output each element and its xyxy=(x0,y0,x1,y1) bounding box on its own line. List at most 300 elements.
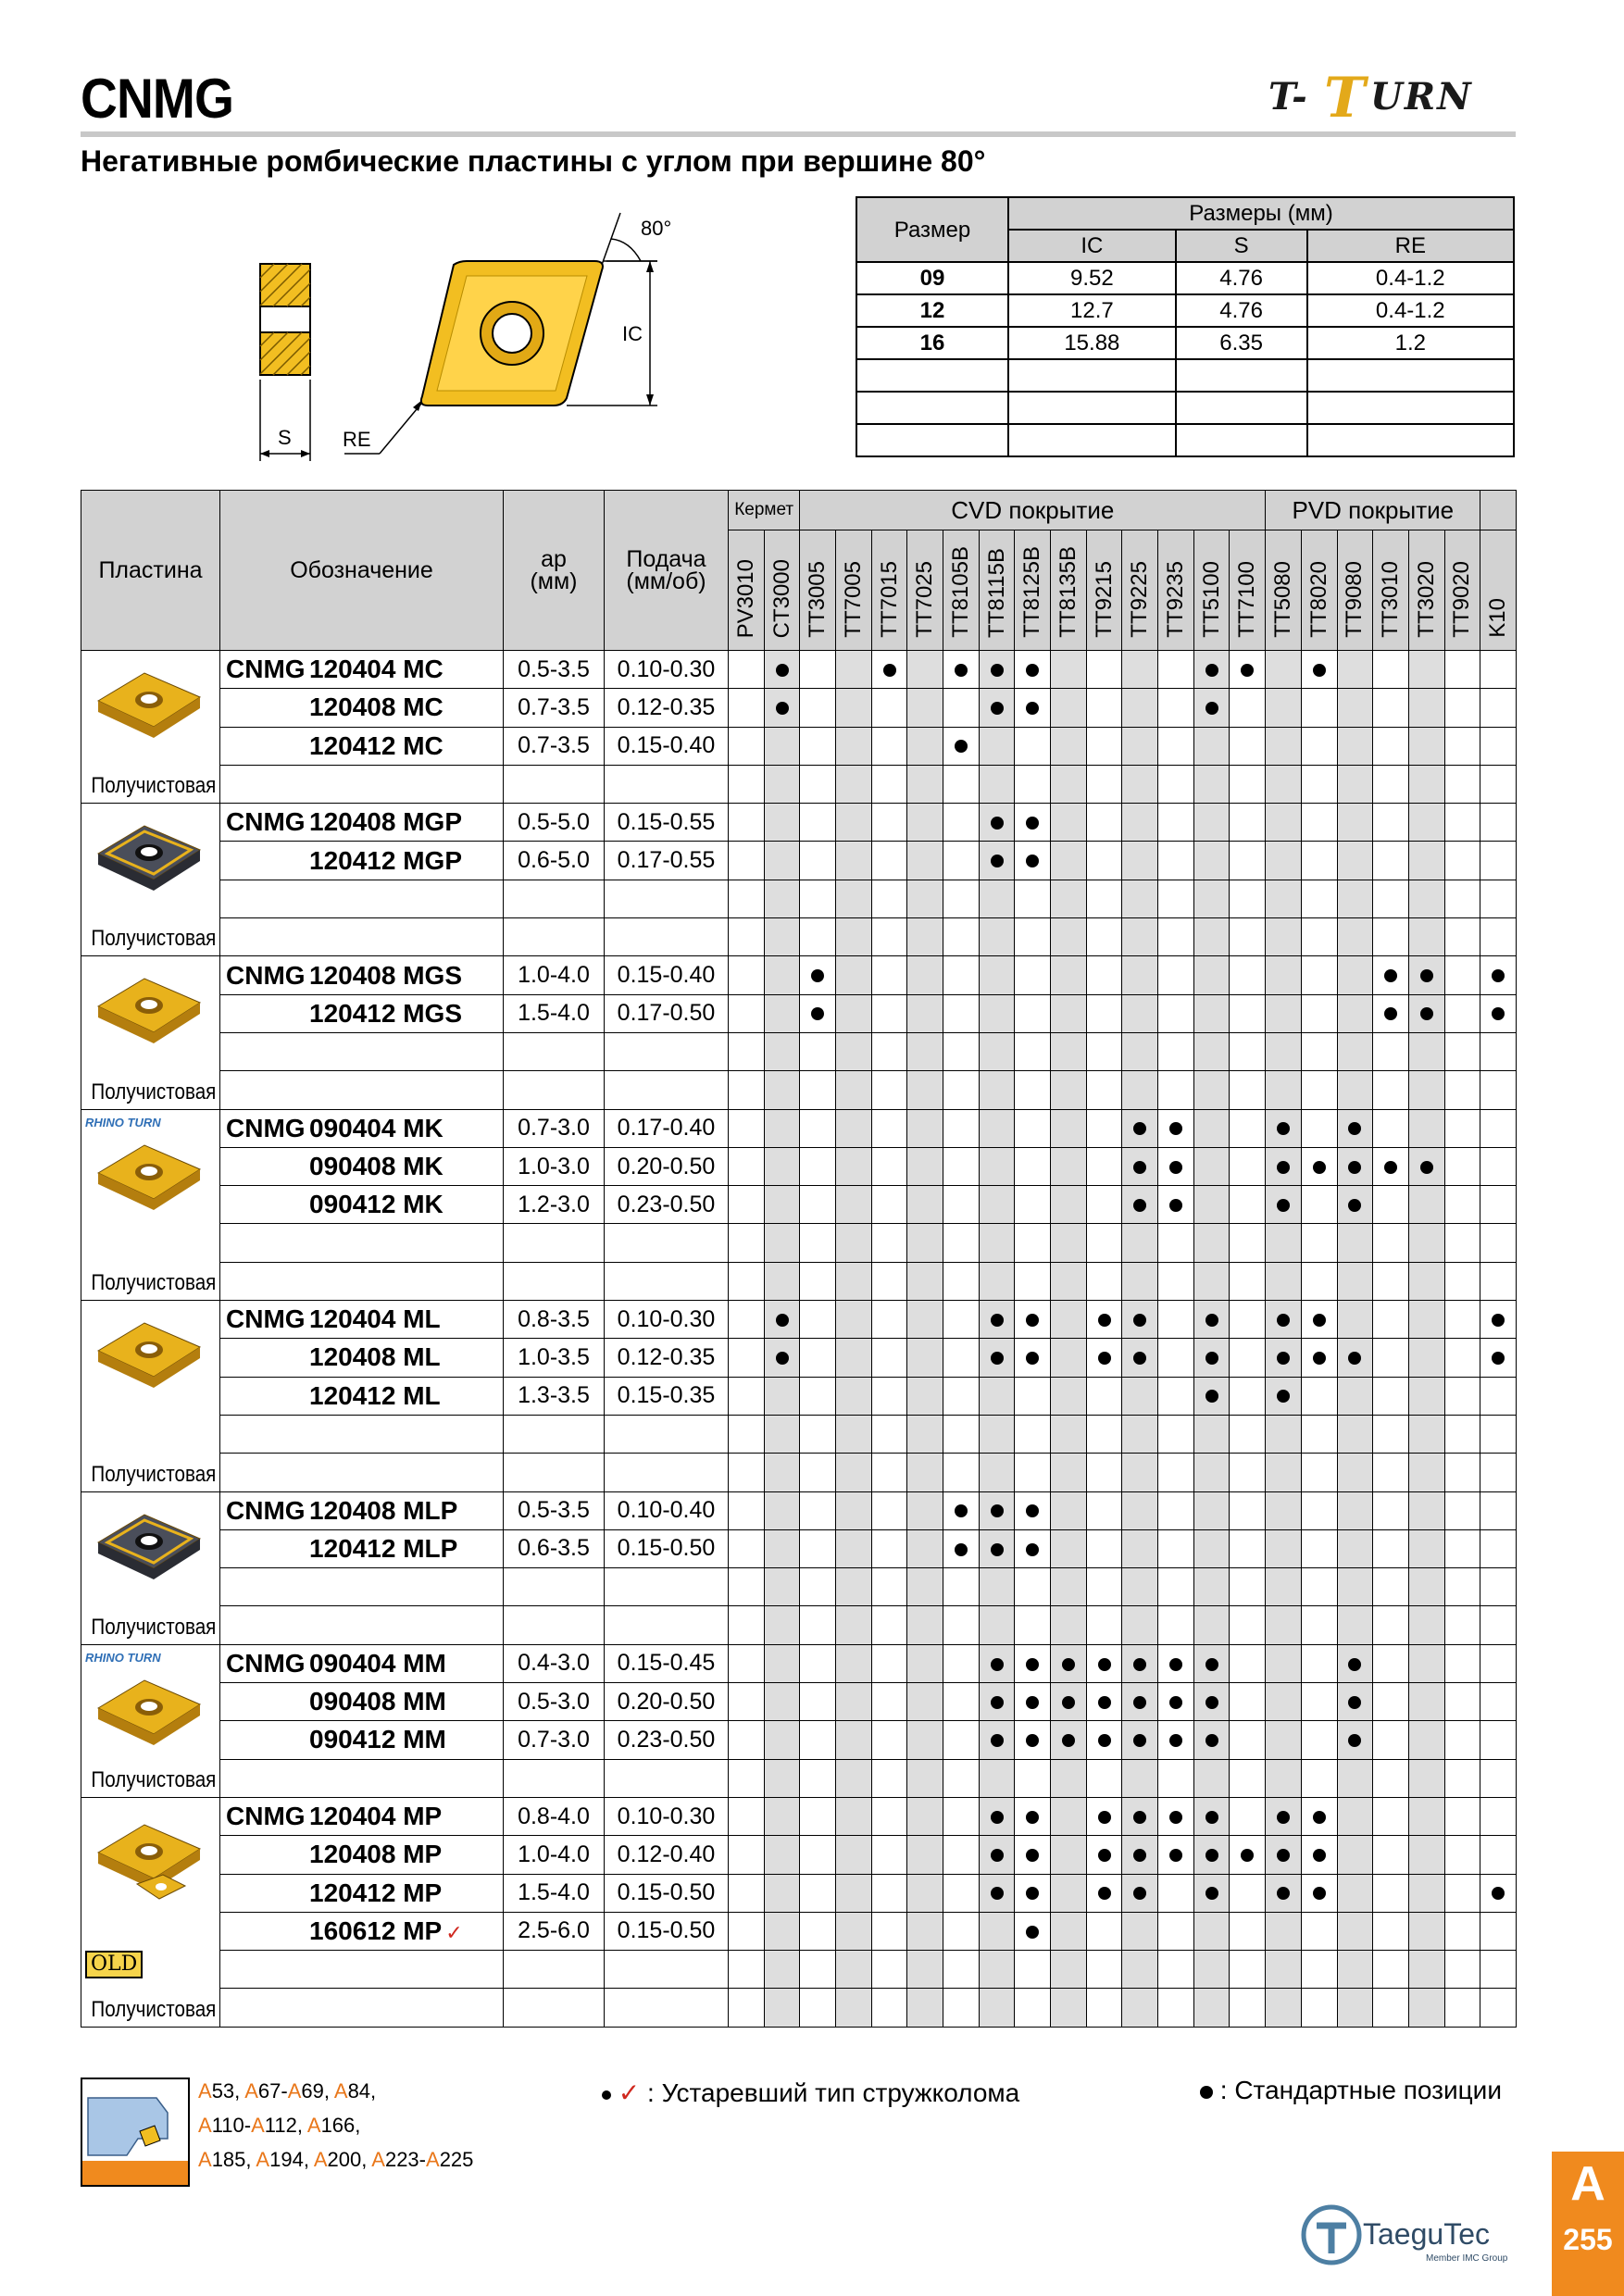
grade-header-tt7005 xyxy=(836,530,872,651)
grade-cell xyxy=(1373,1454,1409,1491)
grade-cell xyxy=(1480,1989,1517,2027)
grade-cell xyxy=(1266,1147,1302,1185)
grade-cell xyxy=(943,1032,980,1070)
grade-label: K10 xyxy=(1485,598,1511,638)
table-row xyxy=(81,1683,1517,1721)
grade-cell xyxy=(1337,1644,1373,1682)
standard-item-dot-icon xyxy=(1420,1161,1433,1174)
application-label: Получистовая xyxy=(91,1079,217,1104)
standard-item-dot-icon xyxy=(1206,1811,1218,1824)
grade-cell xyxy=(1122,1759,1158,1797)
grade-cell xyxy=(907,1301,943,1339)
grade-cell xyxy=(907,1912,943,1950)
grade-cell xyxy=(1373,1186,1409,1224)
ap-cell: 1.0-3.5 xyxy=(504,1339,605,1377)
grade-cell xyxy=(1051,1721,1087,1759)
grade-cell xyxy=(764,651,800,689)
grade-cell xyxy=(1122,1874,1158,1912)
grade-cell xyxy=(979,1836,1015,1874)
feed-cell: 0.17-0.40 xyxy=(605,1109,729,1147)
reference-page-link[interactable]: 166 xyxy=(320,2114,356,2137)
grade-cell xyxy=(979,1529,1015,1567)
grade-cell xyxy=(1051,1147,1087,1185)
reference-page-link[interactable]: 53 xyxy=(211,2079,235,2103)
reference-page-link[interactable]: 112 xyxy=(264,2114,297,2137)
grade-cell xyxy=(764,1989,800,2027)
standard-item-dot-icon xyxy=(1169,1811,1182,1824)
grade-cell xyxy=(1122,1071,1158,1109)
grade-cell xyxy=(1480,1644,1517,1682)
dimension-cell-s: 6.35 xyxy=(1176,327,1307,359)
grade-cell xyxy=(1266,918,1302,956)
feed-cell: 0.10-0.30 xyxy=(605,1301,729,1339)
reference-page-link[interactable]: 223 xyxy=(384,2148,419,2171)
grade-cell xyxy=(729,1951,765,1989)
grade-cell xyxy=(1444,1377,1480,1415)
grade-cell xyxy=(1373,918,1409,956)
ap-cell: 0.7-3.5 xyxy=(504,727,605,765)
grade-cell xyxy=(1051,994,1087,1032)
table-row xyxy=(81,1377,1517,1415)
designation-cell xyxy=(220,1301,504,1339)
grade-cell xyxy=(979,994,1015,1032)
grade-cell xyxy=(871,1912,907,1950)
reference-section-letter: A xyxy=(287,2079,302,2103)
grade-label: TT8115B xyxy=(983,548,1009,638)
designation-cell xyxy=(220,1262,504,1300)
grade-cell xyxy=(1480,1797,1517,1835)
reference-page-link[interactable]: 225 xyxy=(439,2148,474,2171)
standard-item-dot-icon xyxy=(1169,1734,1182,1747)
ap-cell: 1.5-4.0 xyxy=(504,994,605,1032)
grade-cell xyxy=(729,1568,765,1606)
standard-item-dot-icon xyxy=(1206,1734,1218,1747)
grade-cell xyxy=(907,1606,943,1644)
grade-cell xyxy=(1086,1339,1122,1377)
grade-cell xyxy=(1193,1568,1230,1606)
grade-cell xyxy=(943,1186,980,1224)
grade-cell xyxy=(907,1109,943,1147)
grade-cell xyxy=(1301,880,1337,917)
grade-cell xyxy=(871,1071,907,1109)
grade-cell xyxy=(800,1606,836,1644)
grade-cell xyxy=(1122,994,1158,1032)
grade-label: TT3005 xyxy=(805,561,831,638)
grade-label: TT7015 xyxy=(876,561,902,638)
grade-cell xyxy=(1122,1491,1158,1529)
grade-cell xyxy=(979,1759,1015,1797)
grade-cell xyxy=(1480,1606,1517,1644)
reference-section-letter: A xyxy=(198,2079,212,2103)
grade-header-tt9225 xyxy=(1122,530,1158,651)
insert-mc-icon xyxy=(89,660,209,753)
grade-cell xyxy=(1480,1529,1517,1567)
grade-cell xyxy=(1444,1874,1480,1912)
grade-cell xyxy=(764,1797,800,1835)
title-rule xyxy=(81,131,1516,137)
grade-cell xyxy=(979,1568,1015,1606)
grade-cell xyxy=(1122,689,1158,727)
insert-image-cell xyxy=(81,1491,220,1644)
designation-cell xyxy=(220,1032,504,1070)
grade-cell xyxy=(907,1262,943,1300)
grade-cell xyxy=(907,1529,943,1567)
obsolete-check-icon: ✓ xyxy=(445,1920,463,1944)
grade-cell xyxy=(800,1951,836,1989)
grade-cell xyxy=(1301,1683,1337,1721)
grade-cell xyxy=(729,1186,765,1224)
dimension-row xyxy=(856,262,1514,294)
table-row-empty xyxy=(81,918,1517,956)
grade-cell xyxy=(764,994,800,1032)
standard-item-dot-icon xyxy=(1206,1658,1218,1671)
grade-cell xyxy=(1301,804,1337,842)
designation-code: 120408 MLP xyxy=(309,1495,458,1525)
grade-cell xyxy=(1015,1683,1051,1721)
grade-cell xyxy=(979,1454,1015,1491)
grade-cell xyxy=(1444,1032,1480,1070)
grade-header-tt7100 xyxy=(1230,530,1266,651)
grade-cell xyxy=(1266,1989,1302,2027)
grade-cell xyxy=(729,1797,765,1835)
grade-cell xyxy=(1051,1759,1087,1797)
designation-cell xyxy=(220,1071,504,1109)
grade-cell xyxy=(729,1147,765,1185)
svg-text:IC: IC xyxy=(622,322,643,345)
grade-cell xyxy=(1015,1529,1051,1567)
feed-cell xyxy=(605,1989,729,2027)
grade-cell xyxy=(1015,804,1051,842)
designation-prefix: CNMG xyxy=(226,1113,306,1142)
standard-item-dot-icon xyxy=(1133,1887,1146,1900)
standard-item-dot-icon xyxy=(1026,702,1039,715)
grade-cell xyxy=(729,1836,765,1874)
grade-cell xyxy=(979,1951,1015,1989)
grade-cell xyxy=(836,880,872,917)
grade-cell xyxy=(1230,1797,1266,1835)
grade-cell xyxy=(1373,1759,1409,1797)
designation-code: 090404 MK xyxy=(309,1113,443,1142)
grade-cell xyxy=(836,1186,872,1224)
grade-cell xyxy=(836,1454,872,1491)
grade-cell xyxy=(1444,842,1480,880)
grade-cell xyxy=(1051,1491,1087,1529)
svg-text:Member IMC Group: Member IMC Group xyxy=(1426,2253,1508,2264)
grade-cell xyxy=(1373,1836,1409,1874)
standard-item-dot-icon xyxy=(1384,1007,1397,1020)
application-label: Получистовая xyxy=(91,926,217,952)
grade-cell xyxy=(907,1339,943,1377)
reference-separator: - xyxy=(244,2114,252,2137)
grade-cell xyxy=(1086,1721,1122,1759)
grade-cell xyxy=(871,1186,907,1224)
grade-cell xyxy=(1122,1912,1158,1950)
grade-cell xyxy=(1015,1186,1051,1224)
grade-cell xyxy=(871,1032,907,1070)
grade-cell xyxy=(1408,1874,1444,1912)
feed-cell: 0.15-0.50 xyxy=(605,1912,729,1950)
grade-cell xyxy=(836,1683,872,1721)
grade-label: TT7005 xyxy=(840,561,866,638)
reference-page-link[interactable]: 110 xyxy=(211,2114,244,2137)
grade-cell xyxy=(943,1683,980,1721)
grade-cell xyxy=(836,1797,872,1835)
grade-cell xyxy=(1266,1797,1302,1835)
grade-cell xyxy=(1266,842,1302,880)
reference-separator: - xyxy=(418,2148,426,2171)
grade-cell xyxy=(1051,1874,1087,1912)
grade-cell xyxy=(1193,1836,1230,1874)
grade-cell xyxy=(800,842,836,880)
feed-cell: 0.23-0.50 xyxy=(605,1721,729,1759)
standard-item-dot-icon xyxy=(1348,1199,1361,1212)
grade-cell xyxy=(1193,804,1230,842)
reference-line xyxy=(198,2142,473,2177)
standard-item-dot-icon xyxy=(811,1007,824,1020)
grade-cell xyxy=(764,918,800,956)
grade-cell xyxy=(1193,689,1230,727)
grade-cell xyxy=(729,956,765,994)
designation-cell xyxy=(220,651,504,689)
grade-cell xyxy=(764,1606,800,1644)
table-row xyxy=(81,727,1517,765)
page-number: 255 xyxy=(1563,2223,1613,2256)
grade-cell xyxy=(1015,1262,1051,1300)
grade-cell xyxy=(1230,1912,1266,1950)
grade-cell xyxy=(1266,727,1302,765)
designation-prefix: CNMG xyxy=(226,1802,306,1831)
standard-item-dot-icon xyxy=(955,740,968,753)
designation-code: 120408 MGS xyxy=(309,960,462,990)
dimension-cell-size: 16 xyxy=(856,327,1008,359)
grade-cell xyxy=(871,842,907,880)
grade-header-tt5100 xyxy=(1193,530,1230,651)
grade-cell xyxy=(764,1683,800,1721)
standard-item-dot-icon xyxy=(1241,664,1254,677)
insert-mk-icon xyxy=(89,1119,209,1212)
standard-item-dot-icon xyxy=(991,1352,1004,1365)
grade-cell xyxy=(1122,1109,1158,1147)
designation-cell xyxy=(220,994,504,1032)
grade-cell xyxy=(1373,1989,1409,2027)
grade-cell xyxy=(979,842,1015,880)
svg-text:RE: RE xyxy=(343,428,371,451)
feed-cell xyxy=(605,1224,729,1262)
grade-cell xyxy=(1337,1951,1373,1989)
standard-item-dot-icon xyxy=(1133,1658,1146,1671)
grade-header-tt8125b xyxy=(1015,530,1051,651)
designation-cell xyxy=(220,1951,504,1989)
grade-cell xyxy=(729,1989,765,2027)
grade-cell xyxy=(1051,651,1087,689)
grade-cell xyxy=(1230,1224,1266,1262)
grade-cell xyxy=(1122,842,1158,880)
grade-cell xyxy=(800,1874,836,1912)
standard-item-dot-icon xyxy=(1348,1161,1361,1174)
grade-cell xyxy=(1266,1529,1302,1567)
grade-cell xyxy=(907,765,943,803)
insert-image-cell xyxy=(81,1109,220,1300)
grade-cell xyxy=(1301,1644,1337,1682)
grade-cell xyxy=(1230,1147,1266,1185)
designation-cell xyxy=(220,1874,504,1912)
grade-cell xyxy=(1444,1912,1480,1950)
standard-item-dot-icon xyxy=(776,1314,789,1327)
reference-page-link[interactable]: 69 xyxy=(301,2079,324,2103)
feed-cell: 0.15-0.45 xyxy=(605,1644,729,1682)
standard-item-dot-icon xyxy=(955,1504,968,1517)
grade-cell xyxy=(1015,1874,1051,1912)
grade-cell xyxy=(1051,1683,1087,1721)
grade-label: TT3010 xyxy=(1378,561,1404,638)
grade-cell xyxy=(1373,1262,1409,1300)
grade-cell xyxy=(871,651,907,689)
grade-cell xyxy=(1230,1568,1266,1606)
grade-cell xyxy=(1266,1301,1302,1339)
grade-cell xyxy=(1408,1415,1444,1453)
designation-code: 120408 ML xyxy=(309,1342,441,1372)
feed-cell xyxy=(605,1951,729,1989)
grade-header-tt9235 xyxy=(1158,530,1194,651)
svg-text:80°: 80° xyxy=(641,217,672,240)
grade-cell xyxy=(764,1644,800,1682)
reference-page-link[interactable]: 194 xyxy=(269,2148,304,2171)
cvd-header: CVD покрытие xyxy=(800,491,1266,530)
grade-cell xyxy=(943,689,980,727)
grade-label: TT5100 xyxy=(1198,561,1224,638)
grade-cell xyxy=(1337,918,1373,956)
grade-cell xyxy=(1266,1377,1302,1415)
grade-cell xyxy=(1158,1071,1194,1109)
feed-cell xyxy=(605,1262,729,1300)
small-dot-icon xyxy=(602,2090,611,2100)
standard-item-dot-icon xyxy=(1133,1696,1146,1709)
grade-cell xyxy=(1015,1147,1051,1185)
grade-cell xyxy=(729,1032,765,1070)
reference-separator: , xyxy=(296,2114,307,2137)
grade-cell xyxy=(836,689,872,727)
grade-header-tt8135b xyxy=(1051,530,1087,651)
ap-cell xyxy=(504,1032,605,1070)
grade-cell xyxy=(1051,727,1087,765)
grade-cell xyxy=(1408,1606,1444,1644)
grade-cell xyxy=(1230,765,1266,803)
grade-cell xyxy=(1444,1262,1480,1300)
page-subtitle: Негативные ромбические пластины с углом при вершине 80° xyxy=(81,144,986,178)
grade-cell xyxy=(764,1147,800,1185)
grade-cell xyxy=(1337,1415,1373,1453)
grade-cell xyxy=(800,1721,836,1759)
grade-cell xyxy=(979,880,1015,917)
reference-line xyxy=(198,2074,473,2108)
grade-cell xyxy=(943,1797,980,1835)
table-row-empty xyxy=(81,765,1517,803)
designation-cell xyxy=(220,1683,504,1721)
insert-header: Пластина xyxy=(81,491,220,651)
grade-cell xyxy=(871,727,907,765)
grade-cell xyxy=(907,1491,943,1529)
standard-item-dot-icon xyxy=(991,1734,1004,1747)
table-row xyxy=(81,1912,1517,1950)
grade-cell xyxy=(1015,1721,1051,1759)
grade-cell xyxy=(1444,765,1480,803)
standard-item-dot-icon xyxy=(1420,1007,1433,1020)
ap-cell xyxy=(504,1989,605,2027)
grade-cell xyxy=(1158,1874,1194,1912)
grade-cell xyxy=(1301,1568,1337,1606)
grade-cell xyxy=(1230,1109,1266,1147)
grade-cell xyxy=(1266,651,1302,689)
grade-cell xyxy=(729,994,765,1032)
grade-cell xyxy=(907,880,943,917)
grade-cell xyxy=(907,1644,943,1682)
grade-cell xyxy=(1444,727,1480,765)
grade-cell xyxy=(1158,1912,1194,1950)
grade-cell xyxy=(1373,1224,1409,1262)
reference-separator: , xyxy=(303,2148,314,2171)
grade-cell xyxy=(1158,880,1194,917)
ap-cell: 0.4-3.0 xyxy=(504,1644,605,1682)
table-row-empty xyxy=(81,1415,1517,1453)
standard-item-dot-icon xyxy=(991,1696,1004,1709)
designation-cell xyxy=(220,1491,504,1529)
grade-cell xyxy=(1266,1491,1302,1529)
grade-cell xyxy=(729,1759,765,1797)
grade-cell xyxy=(1444,1836,1480,1874)
grade-cell xyxy=(836,1912,872,1950)
reference-page-link[interactable]: 200 xyxy=(327,2148,362,2171)
grade-cell xyxy=(1015,1989,1051,2027)
page-title: CNMG xyxy=(81,68,233,130)
grade-cell xyxy=(943,1989,980,2027)
grade-cell xyxy=(1158,1951,1194,1989)
grade-cell xyxy=(1373,994,1409,1032)
grade-cell xyxy=(836,1109,872,1147)
taegutec-logo xyxy=(1287,2196,1537,2270)
designation-code: 090412 MK xyxy=(309,1190,443,1219)
grade-cell xyxy=(1373,689,1409,727)
designation-code: 090408 MM xyxy=(309,1687,446,1716)
grade-cell xyxy=(1444,1606,1480,1644)
grade-cell xyxy=(764,1836,800,1874)
grade-cell xyxy=(800,1147,836,1185)
grade-cell xyxy=(1015,1951,1051,1989)
standard-item-dot-icon xyxy=(1098,1887,1111,1900)
grade-cell xyxy=(1122,1262,1158,1300)
grade-cell xyxy=(1337,689,1373,727)
reference-page-link[interactable]: 185 xyxy=(211,2148,246,2171)
ap-cell xyxy=(504,1759,605,1797)
brand-logo xyxy=(1268,69,1518,128)
designation-cell xyxy=(220,1568,504,1606)
grade-cell xyxy=(1337,804,1373,842)
grade-cell xyxy=(1480,727,1517,765)
grade-cell xyxy=(764,765,800,803)
grade-cell xyxy=(871,1951,907,1989)
grade-header-pv3010 xyxy=(729,530,765,651)
reference-page-link[interactable]: 67 xyxy=(257,2079,281,2103)
feed-cell: 0.17-0.55 xyxy=(605,842,729,880)
grade-cell xyxy=(729,1339,765,1377)
grade-cell xyxy=(979,804,1015,842)
grade-cell xyxy=(1122,1721,1158,1759)
grade-cell xyxy=(1301,1721,1337,1759)
standard-item-dot-icon xyxy=(991,1543,1004,1556)
grade-cell xyxy=(729,1262,765,1300)
standard-item-dot-icon xyxy=(1098,1811,1111,1824)
reference-page-link[interactable]: 84 xyxy=(347,2079,371,2103)
ap-cell xyxy=(504,1415,605,1453)
